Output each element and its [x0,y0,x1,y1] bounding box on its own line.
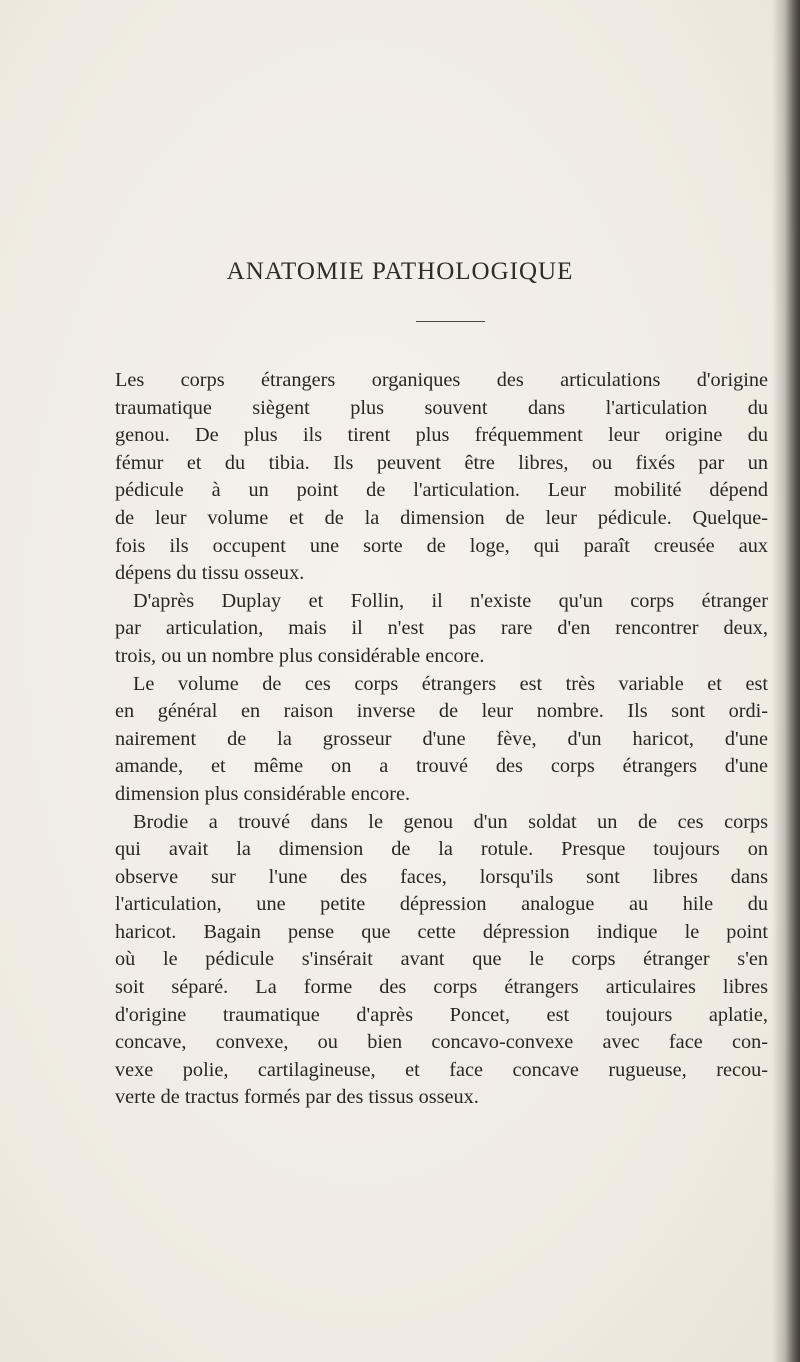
text-line: Les corps étrangers organiques des articulations d'origine [115,369,768,391]
page-edge-shadow [772,0,800,1362]
text-line: soit séparé. La forme des corps étrangers articulaires libres [115,976,768,999]
text-line: pédicule à un point de l'articulation. Leur mobilité dépend [115,479,768,502]
body-text [115,367,768,1112]
text-line: de leur volume et de la dimension de leur pédicule. Quelque- [115,506,768,529]
text-line: amande, et même on a trouvé des corps étrangers d'une [115,755,768,778]
text-line: d'origine traumatique d'après Poncet, est toujours aplatie, [115,1003,768,1026]
text-line: verte de tractus formés par des tissus osseux. [115,1086,479,1109]
text-line: qui avait la dimension de la rotule. Presque toujours on [115,838,768,861]
text-line: l'articulation, une petite dépression analogue au hile du [115,893,768,916]
paragraph-1 [115,367,768,588]
text-line: Le volume de ces corps étrangers est très variable et est [133,672,768,695]
section-heading: ANATOMIE PATHOLOGIQUE [226,258,574,285]
text-line: par articulation, mais il n'est pas rare d'en rencontrer deux, [115,617,768,640]
text-line: observe sur l'une des faces, lorsqu'ils sont libres dans [115,865,768,888]
text-line: dépens du tissu osseux. [115,562,305,585]
text-line: fémur et du tibia. Ils peuvent être libres, ou fixés par un [115,451,768,474]
text-line: Brodie a trouvé dans le genou d'un soldat un de ces corps [133,810,768,833]
text-line: D'après Duplay et Follin, il n'existe qu'un corps étranger [133,589,768,612]
text-line: traumatique siègent plus souvent dans l'articulation du [115,396,768,419]
text-line: vexe polie, cartilagineuse, et face concave rugueuse, recou- [115,1058,768,1081]
text-line: nairement de la grosseur d'une fève, d'un haricot, d'une [115,727,768,750]
text-line: haricot. Bagain pense que cette dépression indique le point [115,920,768,943]
text-line: en général en raison inverse de leur nombre. Ils sont ordi- [115,700,768,723]
text-line: où le pédicule s'insérait avant que le corps étranger s'en [115,948,768,971]
text-line: genou. De plus ils tirent plus fréquemment leur origine du [115,424,768,447]
text-line: dimension plus considérable encore. [115,782,411,805]
heading-rule [416,321,485,322]
text-line: fois ils occupent une sorte de loge, qui paraît creusée aux [115,534,768,557]
paragraph-2 [115,588,768,671]
paragraph-4 [115,809,768,1113]
text-line: trois, ou un nombre plus considérable encore. [115,644,485,667]
text-line: concave, convexe, ou bien concavo-convexe avec face con- [115,1031,768,1054]
paragraph-3 [115,671,768,809]
